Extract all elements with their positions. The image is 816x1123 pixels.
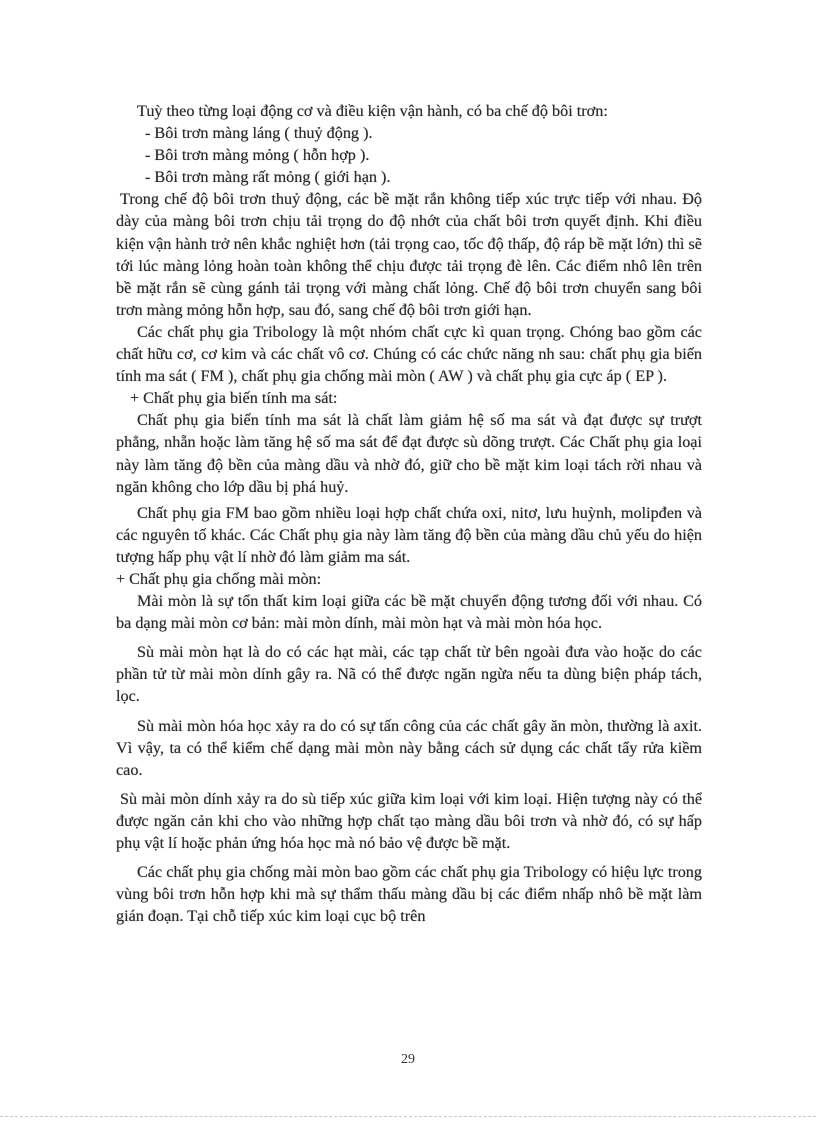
paragraph-adhesive-wear: Sù mài mòn dính xảy ra do sù tiếp xúc giữa kim loại với kim loại. Hiện tượng này có thể được ngăn cản khi cho vào những hợp chất tạo màng dầu bôi trơn và nhờ đó, có sự hấp phụ vật lí hoặc phản ứng hóa học mà nó bảo vệ được bề mặt. [116, 789, 702, 852]
list-item-mixed: - Bôi trơn màng mỏng ( hỗn hợp ). [145, 146, 370, 165]
list-item-boundary: - Bôi trơn màng rất mỏng ( giới hạn ). [145, 168, 391, 187]
paragraph-abrasive-wear: Sù mài mòn hạt là do có các hạt mài, các tạp chất từ bên ngoài đưa vào hoặc do các phần tử từ mài mòn dính gây ra. Nã có thể được ngăn ngừa nếu ta dùng biện pháp tách, lọc. [116, 643, 702, 706]
paragraph-intro: Tuỳ theo từng loại động cơ và điều kiện vận hành, có ba chế độ bôi trơn: [137, 102, 608, 120]
paragraph-fm-compounds: Chất phụ gia FM bao gồm nhiều loại hợp chất chứa oxi, nitơ, lưu huỳnh, molipđen và các nguyên tố khác. Các Chất phụ gia này làm tăng độ bền của màng dầu chủ yếu do hiện tượng hấp phụ vật lí nhờ đó làm giảm ma sát. [116, 503, 702, 566]
heading-friction-modifier: + Chất phụ gia biến tính ma sát: [130, 389, 338, 408]
page-divider [0, 1116, 816, 1117]
paragraph-tribology-additives: Các chất phụ gia Tribology là một nhóm chất cực kì quan trọng. Chóng bao gồm các chất hữu cơ, cơ kim và các chất vô cơ. Chúng có các chức năng nh sau: chất phụ gia biến tính ma sát ( FM ), chất phụ gia chống mài mòn ( AW ) và chất phụ gia cực áp ( EP ). [116, 322, 702, 386]
page-number: 29 [401, 1052, 415, 1067]
document-body [116, 100, 702, 927]
paragraph-wear-definition: Mài mòn là sự tổn thất kim loại giữa các bề mặt chuyển động tương đối với nhau. Có ba dạng mài mòn cơ bản: mài mòn dính, mài mòn hạt và mài mòn hóa học. [116, 592, 702, 633]
paragraph-hydrodynamic-regime: Trong chế độ bôi trơn thuỷ động, các bề mặt rắn không tiếp xúc trực tiếp với nhau. Độ dày của màng bôi trơn chịu tải trọng do độ nhớt của chất bôi trơn quyết định. Khi điều kiện vận hành trở nên khắc nghiệt hơn (tải trọng cao, tốc độ thấp, độ ráp bề mặt lớn) thì sẽ tới lúc màng lỏng hoàn toàn không thể chịu được tải trọng đè lên. Các điểm nhô lên trên bề mặt rắn sẽ cùng gánh tải trọng với màng chất lỏng. Chế độ bôi trơn chuyển sang bôi trơn màng mỏng hỗn hợp, sau đó, sang chế độ bôi trơn giới hạn. [116, 190, 702, 319]
paragraph-chemical-wear: Sù mài mòn hóa học xảy ra do có sự tấn công của các chất gây ăn mòn, thường là axit. Vì vậy, ta có thể kiểm chế dạng mài mòn này bằng cách sử dụng các chất tẩy rửa kiềm cao. [116, 716, 702, 779]
heading-anti-wear: + Chất phụ gia chống mài mòn: [116, 569, 322, 588]
paragraph-anti-wear-additives: Các chất phụ gia chống mài mòn bao gồm các chất phụ gia Tribology có hiệu lực trong vùng bôi trơn hỗn hợp khi mà sự thẩm thấu màng dầu bị các điểm nhấp nhô bề mặt làm gián đoạn. Tại chỗ tiếp xúc kim loại cục bộ trên [116, 863, 702, 926]
paragraph-friction-modifier: Chất phụ gia biến tính ma sát là chất làm giảm hệ số ma sát và đạt được sự trượt phẳng, nhẵn hoặc làm tăng hệ số ma sát để đạt được sù dõng trượt. Các Chất phụ gia loại này làm tăng độ bền của màng dầu và nhờ đó, giữ cho bề mặt kim loại tách rời nhau và ngăn không cho lớp dầu bị phá huỷ. [116, 411, 702, 496]
list-item-hydrodynamic: - Bôi trơn màng láng ( thuỷ động ). [145, 124, 373, 143]
